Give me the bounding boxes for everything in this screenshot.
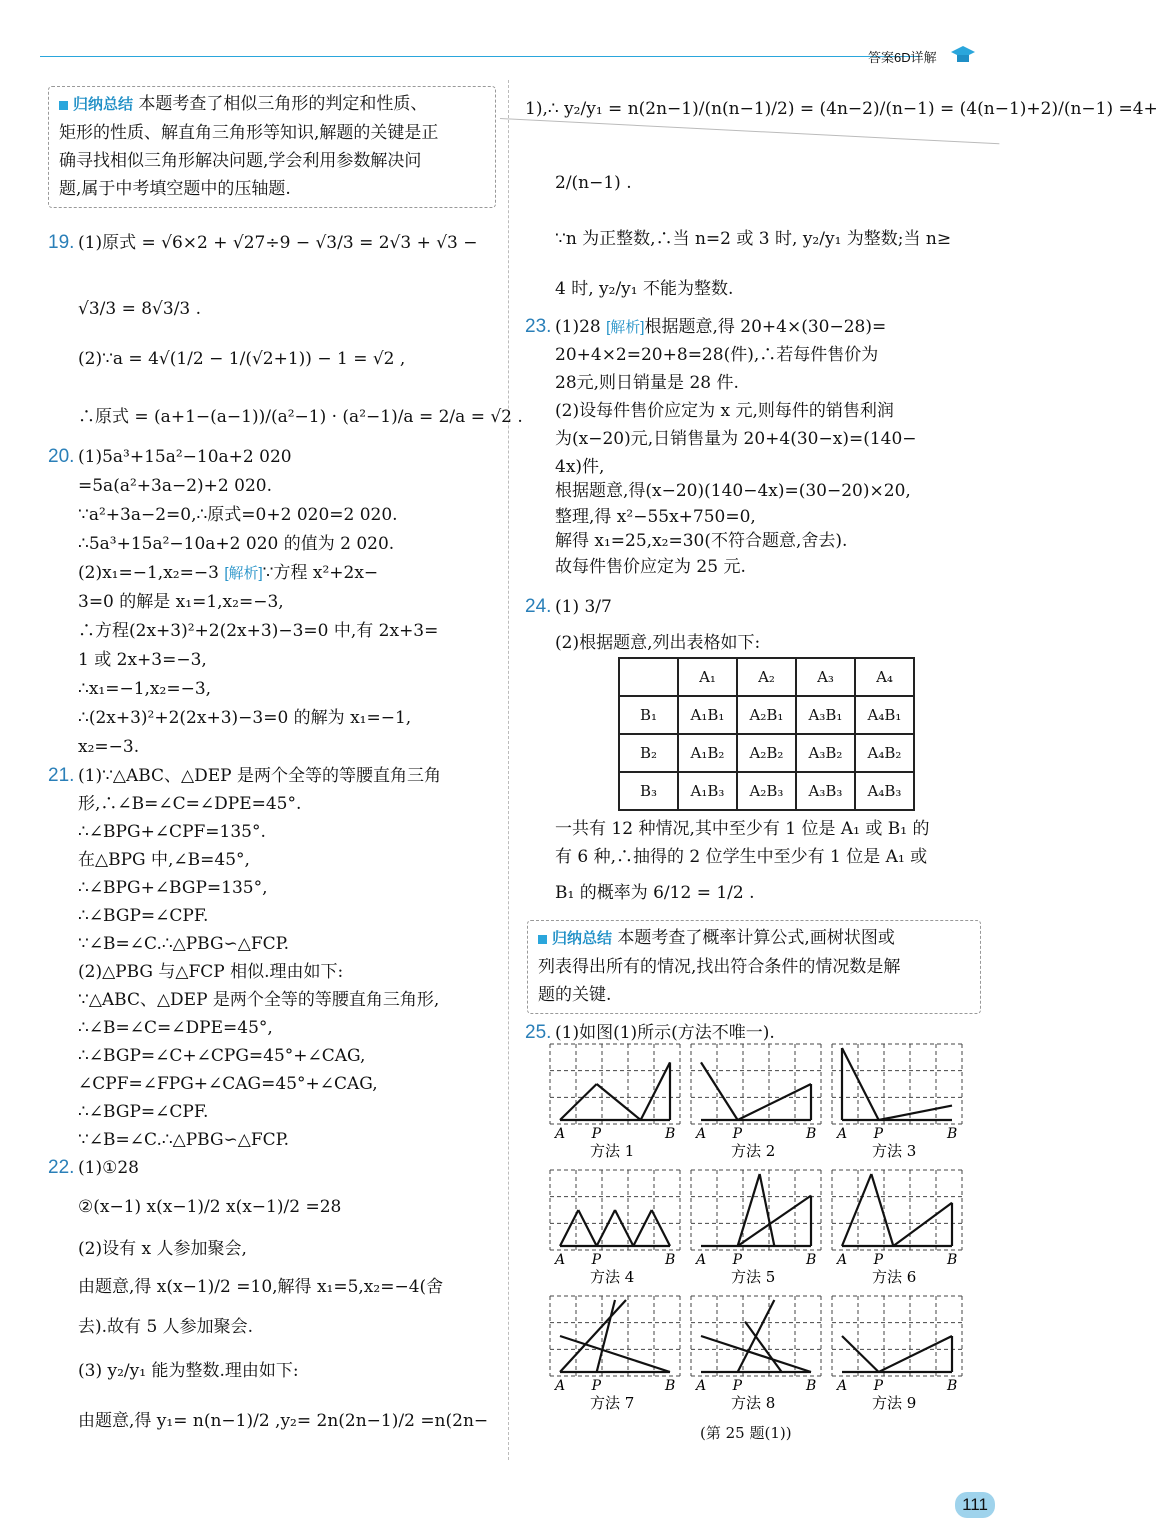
point-label: A xyxy=(555,1252,566,1268)
q21-line: 在△BPG 中,∠B=45°, xyxy=(78,850,250,870)
q19-line: (1)原式 = √6×2 + √27÷9 − √3/3 = 2√3 + √3 − xyxy=(78,233,478,253)
q23-line: 整理,得 x²−55x+750=0, xyxy=(555,507,756,527)
question-number: 23. xyxy=(525,316,552,337)
figure-segment xyxy=(842,1336,879,1372)
q20-line: ∴5a³+15a²−10a+2 020 的值为 2 020. xyxy=(78,534,395,554)
q24-line: 一共有 12 种情况,其中至少有 1 位是 A₁ 或 B₁ 的 xyxy=(555,819,930,839)
table-cell: A₄B₃ xyxy=(855,772,914,810)
method-label: 方法 7 xyxy=(590,1394,635,1412)
q21-line: ∵∠B=∠C.∴△PBG∽△FCP. xyxy=(78,1130,290,1150)
q23-line: 20+4×2=20+8=28(件),∴若每件售价为 xyxy=(555,345,879,365)
figure-segment xyxy=(597,1210,615,1246)
table-cell: A₂B₂ xyxy=(737,734,796,772)
figure-segment xyxy=(578,1210,596,1246)
q21-line: ∴∠BPG+∠BGP=135°, xyxy=(78,878,268,898)
q20-line: ∴x₁=−1,x₂=−3, xyxy=(78,679,212,699)
summary-line: 题的关键. xyxy=(538,985,612,1005)
table-cell: A₃B₃ xyxy=(796,772,855,810)
figure-segment xyxy=(893,1203,952,1246)
q22-line: (1)①28 xyxy=(78,1158,139,1178)
point-label: P xyxy=(873,1378,884,1394)
method-label: 方法 3 xyxy=(872,1142,917,1160)
method-figure xyxy=(832,1044,962,1160)
table-cell: B₁ xyxy=(619,696,678,734)
table-cell: A₄B₂ xyxy=(855,734,914,772)
table-row xyxy=(619,772,914,810)
point-label: B xyxy=(947,1378,958,1394)
q19-line: √3/3 = 8√3/3 . xyxy=(78,299,202,319)
figure-segment xyxy=(738,1084,811,1120)
header-title: 答案6D详解 xyxy=(868,50,937,65)
table-cell: B₃ xyxy=(619,772,678,810)
cap-icon xyxy=(950,44,976,71)
point-label: P xyxy=(732,1126,743,1142)
point-label: B xyxy=(947,1126,958,1142)
summary-line: 列表得出所有的情况,找出符合条件的情况数是解 xyxy=(538,957,901,977)
q20-line: 3=0 的解是 x₁=1,x₂=−3, xyxy=(78,592,284,612)
point-label: P xyxy=(732,1252,743,1268)
q21-line: (1)∵△ABC、△DEP 是两个全等的等腰直角三角 xyxy=(78,766,442,786)
q21-line: ∴∠BGP=∠CPF. xyxy=(78,1102,209,1122)
point-label: B xyxy=(947,1252,958,1268)
method-figure xyxy=(691,1170,821,1286)
q21-line: ∵△ABC、△DEP 是两个全等的等腰直角三角形, xyxy=(78,990,440,1010)
method-figures xyxy=(550,1044,990,1444)
q24-line: (2)根据题意,列出表格如下: xyxy=(555,633,761,653)
summary-line: 归纳总结 本题考查了概率计算公式,画树状图或 xyxy=(538,927,895,950)
q21-line: ∴∠B=∠C=∠DPE=45°, xyxy=(78,1018,273,1038)
q21-line: ∴∠BPG+∠CPF=135°. xyxy=(78,822,266,842)
q21-line: ∠CPF=∠FPG+∠CAG=45°+∠CAG, xyxy=(78,1074,378,1094)
figure-segment xyxy=(560,1084,597,1120)
figure-segment xyxy=(633,1210,651,1246)
q23-line: 故每件售价应定为 25 元. xyxy=(555,557,746,577)
q20-line: ∵a²+3a−2=0,∴原式=0+2 020=2 020. xyxy=(78,505,398,525)
fold-line xyxy=(500,118,999,144)
q20-line: (1)5a³+15a²−10a+2 020 xyxy=(78,447,292,467)
question-number: 25. xyxy=(525,1022,552,1043)
table-cell: A₂B₁ xyxy=(737,696,796,734)
figure-segment xyxy=(879,1336,952,1372)
figure-segment xyxy=(760,1174,775,1246)
figure-segment xyxy=(738,1196,811,1246)
point-label: B xyxy=(806,1252,817,1268)
q22-line: 由题意,得 y₁= n(n−1)/2 ,y₂= 2n(2n−1)/2 =n(2n− xyxy=(78,1411,489,1431)
square-icon xyxy=(59,101,68,110)
method-figure xyxy=(832,1170,962,1286)
q22-cont-line: 4 时, y₂/y₁ 不能为整数. xyxy=(555,279,734,299)
q22-line: (2)设有 x 人参加聚会, xyxy=(78,1239,247,1259)
q21-line: ∴∠BGP=∠C+∠CPG=45°+∠CAG, xyxy=(78,1046,366,1066)
method-label: 方法 8 xyxy=(731,1394,776,1412)
figure-segment xyxy=(560,1300,626,1372)
method-label: 方法 1 xyxy=(590,1142,635,1160)
table-cell: A₂B₃ xyxy=(737,772,796,810)
table-cell: A₃B₁ xyxy=(796,696,855,734)
table-cell: A₁B₁ xyxy=(678,696,737,734)
figure-caption: (第 25 题(1)) xyxy=(700,1424,792,1442)
q21-line: 形,∴∠B=∠C=∠DPE=45°. xyxy=(78,794,302,814)
summary-line: 归纳总结 本题考查了相似三角形的判定和性质、 xyxy=(59,93,427,116)
point-label: P xyxy=(591,1126,602,1142)
q24-line: (1) 3/7 xyxy=(555,597,612,617)
point-label: A xyxy=(555,1126,566,1142)
question-number: 21. xyxy=(48,765,75,786)
method-figure xyxy=(550,1044,680,1160)
method-figure xyxy=(550,1170,680,1286)
table-header-row xyxy=(619,658,914,696)
q21-line: ∵∠B=∠C.∴△PBG∽△FCP. xyxy=(78,934,290,954)
analysis-tag: [解析] xyxy=(224,565,263,582)
point-label: P xyxy=(873,1252,884,1268)
question-number: 19. xyxy=(48,232,75,253)
point-label: A xyxy=(696,1252,707,1268)
summary-line: 题,属于中考填空题中的压轴题. xyxy=(59,179,291,199)
table-row xyxy=(619,696,914,734)
q19-line: (2)∵a = 4√(1/2 − 1/(√2+1)) − 1 = √2 , xyxy=(78,349,406,369)
point-label: P xyxy=(591,1252,602,1268)
column-divider xyxy=(508,80,509,1460)
point-label: A xyxy=(837,1378,848,1394)
point-label: B xyxy=(806,1126,817,1142)
header-rule xyxy=(40,56,920,57)
q23-line: 4x)件, xyxy=(555,457,605,477)
table-cell: A₁B₂ xyxy=(678,734,737,772)
point-label: A xyxy=(696,1126,707,1142)
q22-cont-line: 1),∴ y₂/y₁ = n(2n−1)/(n(n−1)/2) = (4n−2)/(n−1) = (4(n−1)+2)/(n−1) =4+ xyxy=(525,99,1158,119)
table-cell: A₁ xyxy=(678,658,737,696)
point-label: B xyxy=(665,1252,676,1268)
table-cell: A₄ xyxy=(855,658,914,696)
table-cell: A₃B₂ xyxy=(796,734,855,772)
q20-line: ∴(2x+3)²+2(2x+3)−3=0 的解为 x₁=−1, xyxy=(78,708,412,728)
figure-segment xyxy=(615,1210,633,1246)
summary-box-1 xyxy=(48,86,496,208)
q23-line: 为(x−20)元,日销售量为 20+4(30−x)=(140− xyxy=(555,429,917,449)
point-label: P xyxy=(873,1126,884,1142)
q23-line: 解得 x₁=25,x₂=30(不符合题意,舍去). xyxy=(555,531,848,551)
q21-line: (2)△PBG 与△FCP 相似.理由如下: xyxy=(78,962,344,982)
q19-line: ∴原式 = (a+1−(a−1))/(a²−1) · (a²−1)/a = 2/a = √2 . xyxy=(78,407,523,427)
figure-segment xyxy=(597,1084,641,1120)
grid-figures-svg xyxy=(550,1044,990,1434)
outcome-table xyxy=(618,657,915,811)
table-cell: A₁B₃ xyxy=(678,772,737,810)
q23-line: (1)28 [解析]根据题意,得 20+4×(30−28)= xyxy=(555,317,887,337)
point-label: A xyxy=(555,1378,566,1394)
q24-line: B₁ 的概率为 6/12 = 1/2 . xyxy=(555,883,755,903)
method-figure xyxy=(691,1044,821,1160)
figure-segment xyxy=(842,1048,879,1120)
page-number: 111 xyxy=(955,1492,995,1518)
method-figure xyxy=(550,1296,680,1412)
method-label: 方法 9 xyxy=(872,1394,917,1412)
table-cell: A₄B₁ xyxy=(855,696,914,734)
q20-line: ∴方程(2x+3)²+2(2x+3)−3=0 中,有 2x+3= xyxy=(78,621,439,641)
q20-line: x₂=−3. xyxy=(78,737,140,757)
q22-cont-line: ∵n 为正整数,∴当 n=2 或 3 时, y₂/y₁ 为整数;当 n≥ xyxy=(555,229,952,249)
table-cell xyxy=(619,658,678,696)
q20-line: (2)x₁=−1,x₂=−3 [解析]∵方程 x²+2x− xyxy=(78,563,379,583)
q23-line: (2)设每件售价应定为 x 元,则每件的销售利润 xyxy=(555,401,894,421)
q20-line: 1 或 2x+3=−3, xyxy=(78,650,207,670)
question-number: 22. xyxy=(48,1157,75,1178)
point-label: A xyxy=(696,1378,707,1394)
question-number: 20. xyxy=(48,446,75,467)
figure-segment xyxy=(879,1106,952,1120)
q22-line: 去).故有 5 人参加聚会. xyxy=(78,1317,254,1337)
q22-line: (3) y₂/y₁ 能为整数.理由如下: xyxy=(78,1361,299,1381)
q23-line: 28元,则日销量是 28 件. xyxy=(555,373,739,393)
figure-segment xyxy=(871,1174,893,1246)
point-label: B xyxy=(665,1126,676,1142)
table-cell: B₂ xyxy=(619,734,678,772)
point-label: A xyxy=(837,1126,848,1142)
summary-tag: 归纳总结 xyxy=(538,930,612,947)
summary-box-2 xyxy=(527,920,981,1014)
q21-line: ∴∠BGP=∠CPF. xyxy=(78,906,209,926)
q25-line: (1)如图(1)所示(方法不唯一). xyxy=(555,1023,775,1043)
q20-line: =5a(a²+3a−2)+2 020. xyxy=(78,476,272,496)
figure-segment xyxy=(738,1174,760,1246)
table-cell: A₃ xyxy=(796,658,855,696)
method-figure xyxy=(691,1296,821,1412)
point-label: B xyxy=(665,1378,676,1394)
point-label: P xyxy=(732,1378,743,1394)
figure-segment xyxy=(842,1174,871,1246)
summary-line: 矩形的性质、解直角三角形等知识,解题的关键是正 xyxy=(59,123,439,143)
q22-cont-line: 2/(n−1) . xyxy=(555,173,632,193)
summary-line: 确寻找相似三角形解决问题,学会利用参数解决问 xyxy=(59,151,422,171)
q24-line: 有 6 种,∴抽得的 2 位学生中至少有 1 位是 A₁ 或 xyxy=(555,847,928,867)
table-cell: A₂ xyxy=(737,658,796,696)
point-label: A xyxy=(837,1252,848,1268)
q23-line: 根据题意,得(x−20)(140−4x)=(30−20)×20, xyxy=(555,481,911,501)
figure-segment xyxy=(597,1300,615,1372)
square-icon xyxy=(538,935,547,944)
method-label: 方法 2 xyxy=(731,1142,776,1160)
q22-line: ②(x−1) x(x−1)/2 x(x−1)/2 =28 xyxy=(78,1197,342,1217)
point-label: B xyxy=(806,1378,817,1394)
analysis-tag: [解析] xyxy=(606,319,645,336)
q22-line: 由题意,得 x(x−1)/2 =10,解得 x₁=5,x₂=−4(舍 xyxy=(78,1277,444,1297)
table-row xyxy=(619,734,914,772)
method-label: 方法 5 xyxy=(731,1268,776,1286)
method-figure xyxy=(832,1296,962,1412)
method-label: 方法 6 xyxy=(872,1268,917,1286)
question-number: 24. xyxy=(525,596,552,617)
summary-tag: 归纳总结 xyxy=(59,96,133,113)
method-label: 方法 4 xyxy=(590,1268,635,1286)
point-label: P xyxy=(591,1378,602,1394)
